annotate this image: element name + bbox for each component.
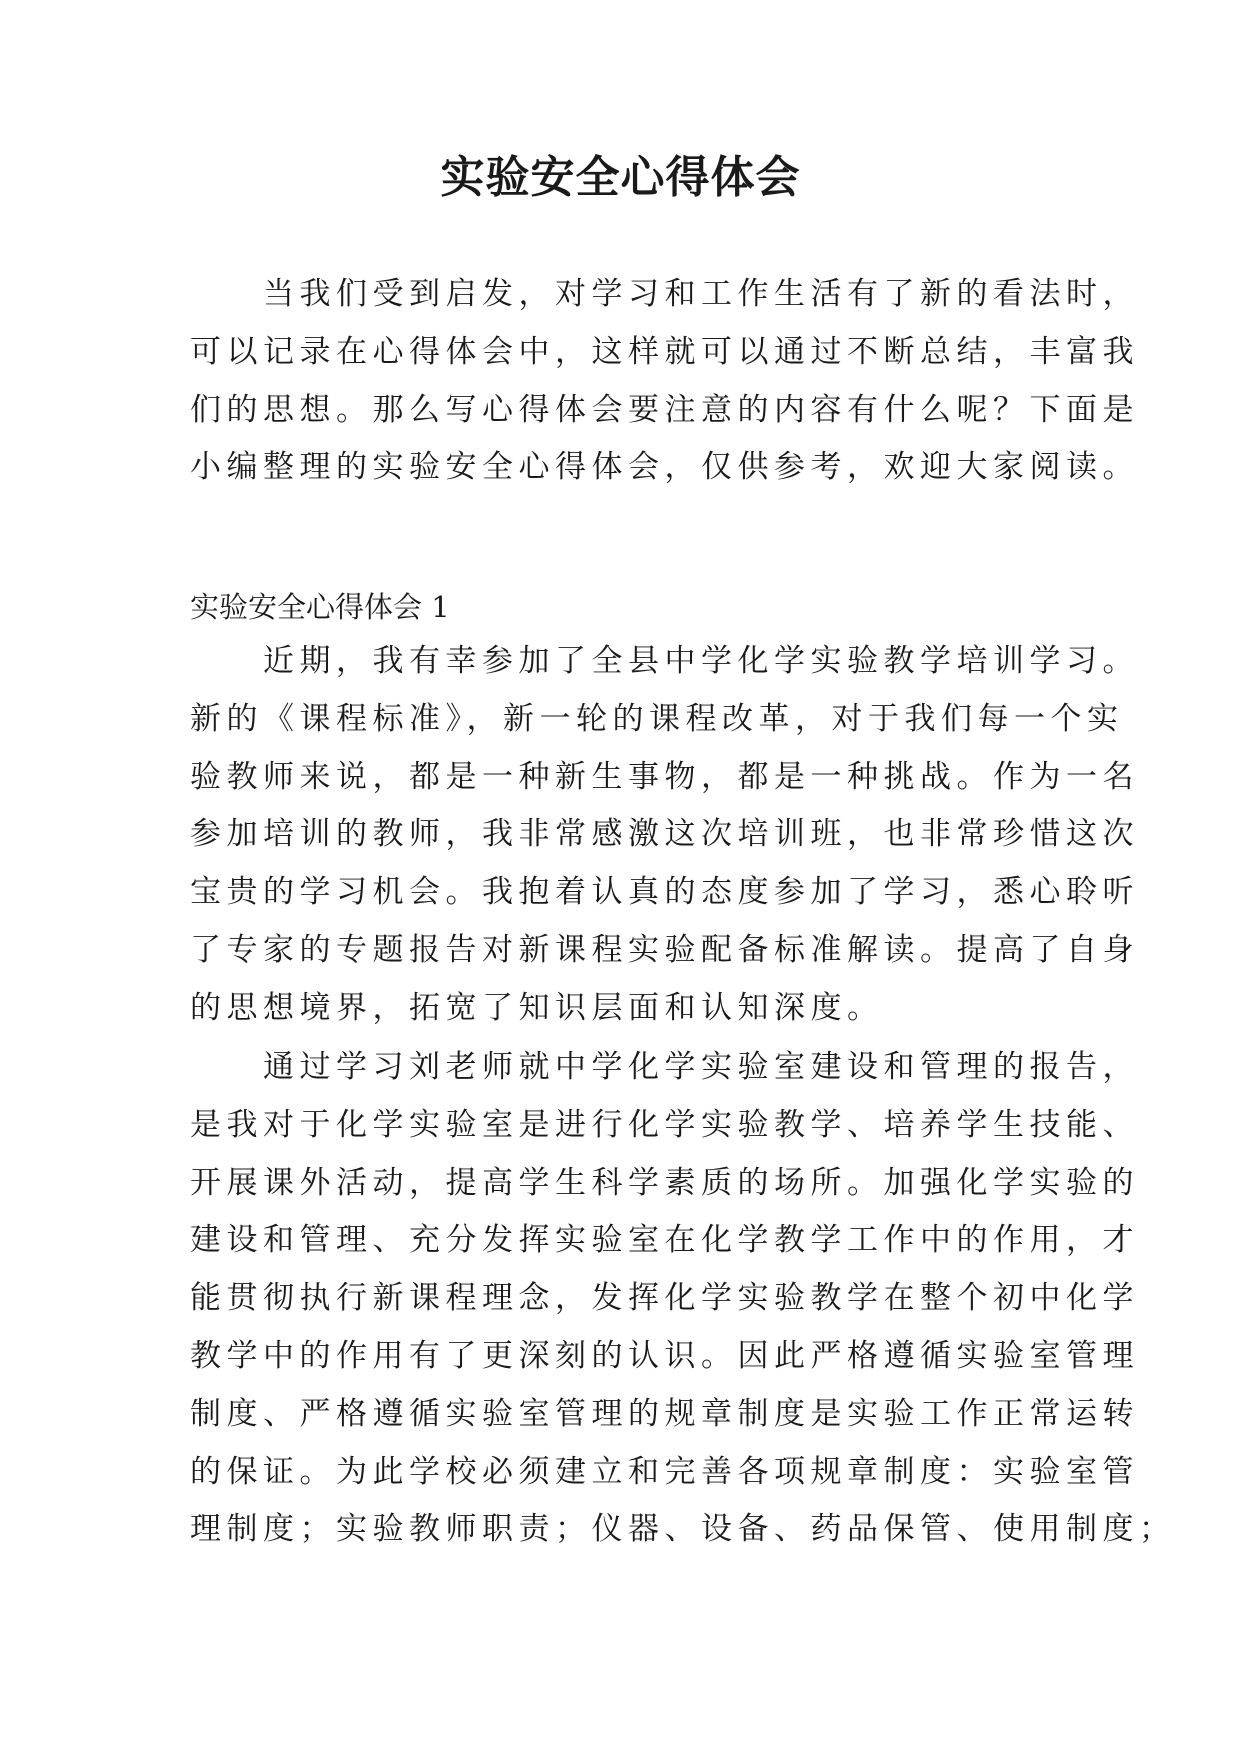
paragraph-line: 的思想境界，拓宽了知识层面和认知深度。 xyxy=(190,989,884,1026)
paragraph-line: 的保证。为此学校必须建立和完善各项规章制度：实验室管 xyxy=(190,1453,1139,1490)
paragraph-1 xyxy=(190,633,1139,1038)
paragraph-line: 验教师来说，都是一种新生事物，都是一种挑战。作为一名 xyxy=(190,758,1139,795)
intro-line: 可以记录在心得体会中，这样就可以通过不断总结，丰富我 xyxy=(190,333,1139,370)
paragraph-line: 理制度；实验教师职责；仪器、设备、药品保管、使用制度； xyxy=(190,1511,1176,1548)
intro-paragraph xyxy=(190,266,1139,497)
paragraph-line: 是我对于化学实验室是进行化学实验教学、培养学生技能、 xyxy=(190,1106,1139,1143)
paragraph-line: 近期，我有幸参加了全县中学化学实验教学培训学习。 xyxy=(190,643,1139,679)
document-title: 实验安全心得体会 xyxy=(440,152,801,203)
section-heading: 实验安全心得体会 1 xyxy=(190,590,450,624)
intro-line: 们的思想。那么写心得体会要注意的内容有什么呢？下面是 xyxy=(190,391,1139,428)
paragraph-line: 宝贵的学习机会。我抱着认真的态度参加了学习，悉心聆听 xyxy=(190,874,1139,911)
paragraph-2 xyxy=(190,1039,1176,1559)
intro-line: 当我们受到启发，对学习和工作生活有了新的看法时， xyxy=(190,276,1139,312)
paragraph-line: 建设和管理、充分发挥实验室在化学教学工作中的作用，才 xyxy=(190,1222,1139,1259)
paragraph-line: 新的《课程标准》，新一轮的课程改革，对于我们每一个实 xyxy=(190,700,1124,737)
intro-line: 小编整理的实验安全心得体会，仅供参考，欢迎大家阅读。 xyxy=(190,449,1139,486)
paragraph-line: 参加培训的教师，我非常感激这次培训班，也非常珍惜这次 xyxy=(190,816,1139,853)
paragraph-line: 教学中的作用有了更深刻的认识。因此严格遵循实验室管理 xyxy=(190,1337,1139,1374)
paragraph-line: 能贯彻执行新课程理念，发挥化学实验教学在整个初中化学 xyxy=(190,1280,1139,1317)
paragraph-line: 了专家的专题报告对新课程实验配备标准解读。提高了自身 xyxy=(190,931,1139,968)
paragraph-line: 制度、严格遵循实验室管理的规章制度是实验工作正常运转 xyxy=(190,1395,1139,1432)
paragraph-line: 开展课外活动，提高学生科学素质的场所。加强化学实验的 xyxy=(190,1164,1139,1201)
paragraph-line: 通过学习刘老师就中学化学实验室建设和管理的报告， xyxy=(190,1049,1139,1085)
